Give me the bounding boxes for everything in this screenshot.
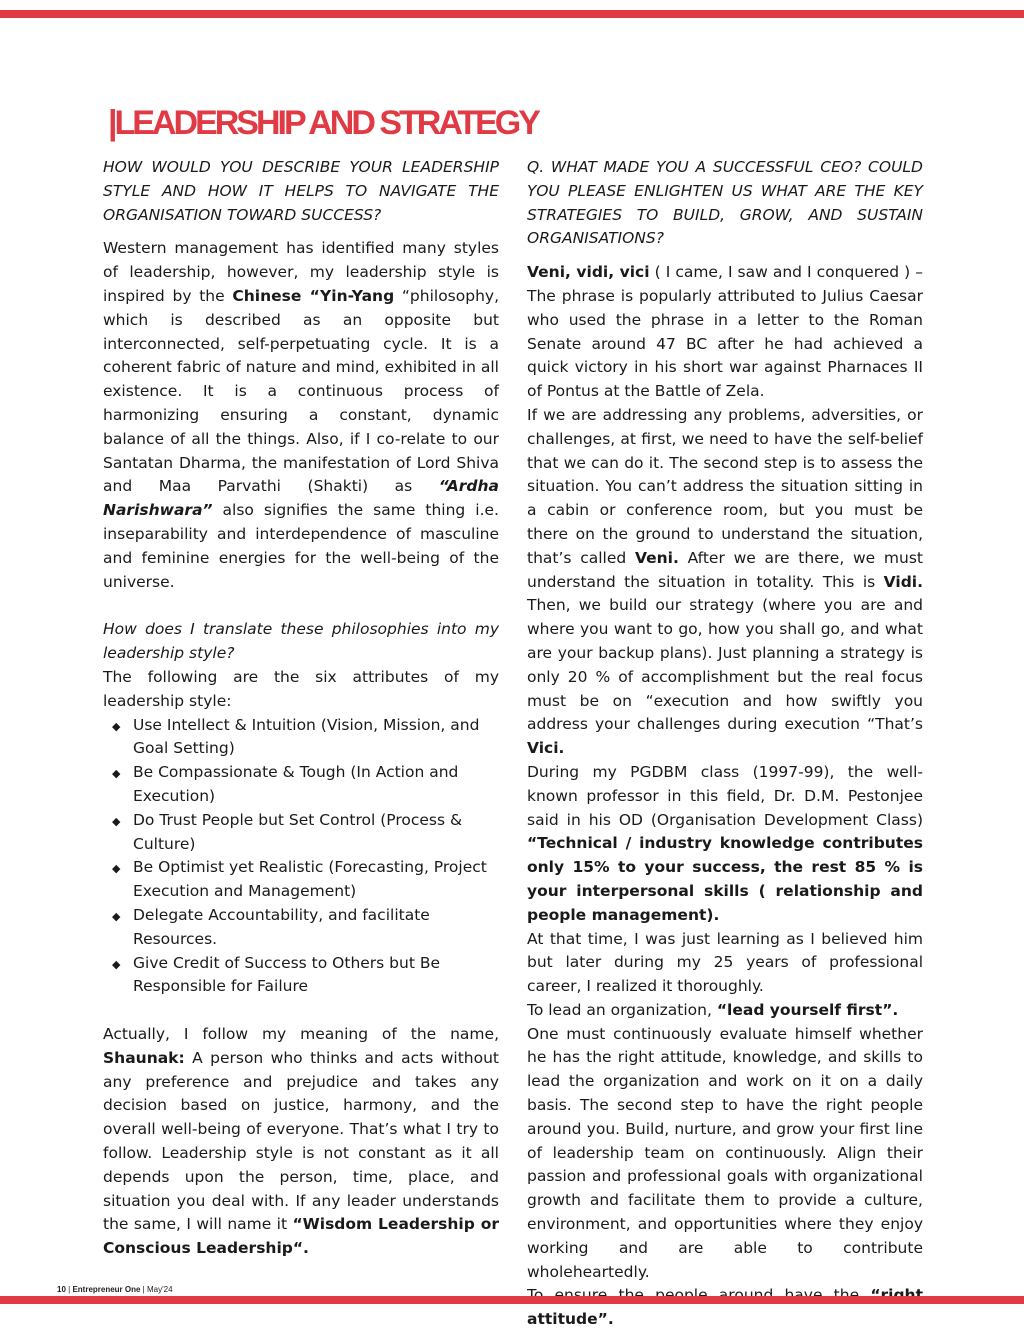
attributes-list (103, 714, 499, 1000)
diamond-bullet-icon: ◆ (112, 909, 121, 923)
diamond-bullet-icon: ◆ (112, 957, 121, 971)
highlight-technical-knowledge: “Technical / industry knowledge contributes only 15% to your success, the rest 85 % is your interpersonal skills ( relationship and people management). (527, 834, 923, 924)
highlight-shaunak: Shaunak: (103, 1048, 185, 1067)
diamond-bullet-icon: ◆ (112, 719, 121, 733)
left-column (103, 156, 499, 1261)
highlight-lead-yourself: “lead yourself first”. (716, 1000, 899, 1019)
paragraph-evaluate: One must continuously evaluate himself whether he has the right attitude, knowledge, and skills to lead the organization and work on it on a daily basis. The second step to have the right people around you. Build, nurture, and grow your first line of leadership team on continuously. Align their passion and professional goals with organizational growth and facilitate them to provide a culture, environment, and opportunities where they enjoy working and are able to contribute wholeheartedly. (527, 1024, 923, 1281)
list-item: ◆ Give Credit of Success to Others but Be Responsible for Failure (112, 953, 441, 996)
diamond-bullet-icon: ◆ (112, 862, 121, 876)
list-item: ◆ Delegate Accountability, and facilitate Resources. (112, 905, 430, 948)
highlight-ardha-narishwara: “Ardha Narishwara” (103, 477, 499, 520)
paragraph-pgdbm: During my PGDBM class (1997-99), the well-known professor in this field, Dr. D.M. Pestonjee said in his OD (Organisation Development Class) “Technical / industry knowledge contributes only 15% to your success, the rest 85 % is your interpersonal skills ( relationship and people management). (527, 762, 923, 924)
top-accent-bar (0, 10, 1024, 18)
bottom-accent-bar (0, 1296, 1024, 1304)
question-leadership-style: HOW WOULD YOU DESCRIBE YOUR LEADERSHIP STYLE AND HOW IT HELPS TO NAVIGATE THE ORGANISATION TOWARD SUCCESS? (103, 158, 499, 224)
list-item: ◆ Use Intellect & Intuition (Vision, Mission, and Goal Setting) (112, 715, 480, 758)
attributes-intro: The following are the six attributes of my leadership style: (103, 667, 499, 710)
highlight-vidi: Vidi. (883, 572, 923, 591)
question-successful-ceo: Q. WHAT MADE YOU A SUCCESSFUL CEO? COULD YOU PLEASE ENLIGHTEN US WHAT ARE THE KEY STRATEGIES TO BUILD, GROW, AND SUSTAIN ORGANISATIONS? (527, 158, 923, 248)
right-column (527, 156, 923, 1332)
issue-date: May'24 (146, 1285, 173, 1294)
diamond-bullet-icon: ◆ (112, 814, 121, 828)
section-title: |LEADERSHIP AND STRATEGY (108, 104, 538, 142)
page-number: 10 (57, 1285, 66, 1294)
paragraph-yin-yang: Western management has identified many styles of leadership, however, my leadership style is inspired by the Chinese “Yin-Yang “philosophy, which is described as an opposite but interconnected, self-perpetuating cycle. It is a coherent fabric of nature and mind, exhibited in all existence. It is a continuous process of harmonizing ensuring a constant, dynamic balance of all the things. Also, if I co-relate to our Santatan Dharma, the manifestation of Lord Shiva and Maa Parvathi (Shakti) as “Ardha Narishwara” also signifies the same thing i.e. inseparability and interdependence of masculine and feminine energies for the well-being of the universe. (103, 239, 499, 591)
highlight-vici: Vici. (527, 739, 565, 758)
paragraph-veni-vidi-vici: Veni, vidi, vici ( I came, I saw and I conquered ) – The phrase is popularly attributed to Julius Caesar who used the phrase in a letter to the Roman Senate around 47 BC after he had achieved a quick victory in his short war against Pharnaces II of Pontus at the Battle of Zela. (527, 263, 923, 401)
paragraph-lead-yourself: To lead an organization, “lead yourself first”. (527, 1000, 899, 1019)
diamond-bullet-icon: ◆ (112, 767, 121, 781)
highlight-veni-vidi-vici: Veni, vidi, vici (527, 263, 650, 282)
list-item: ◆ Be Compassionate & Tough (In Action and Execution) (112, 763, 459, 805)
highlight-yin-yang: Chinese “Yin-Yang (232, 286, 395, 305)
paragraph-realized: At that time, I was just learning as I believed him but later during my 25 years of professional career, I realized it thoroughly. (527, 929, 923, 996)
page-footer: 10 | Entrepreneur One | May'24 (57, 1285, 173, 1294)
paragraph-strategy: If we are addressing any problems, adversities, or challenges, at first, we need to have the self-belief that we can do it. The second step is to assess the situation. You can’t address the situation sitting in a cabin or conference room, but you must be there on the ground to understand the situation, that’s called Veni. After we are there, we must understand the situation in totality. This is Vidi. Then, we build our strategy (where you are and where you want to go, how you shall go, and what are your backup plans). Just planning a strategy is only 20 % of accomplishment but the real focus must be on “execution and how swiftly you address your challenges during execution “That’s Vici. (527, 405, 923, 758)
paragraph-shaunak: Actually, I follow my meaning of the name, Shaunak: A person who thinks and acts without any preference and prejudice and takes any decision based on justice, harmony, and the overall well-being of everyone. That’s what I try to follow. Leadership style is not constant as it all depends upon the person, time, place, and situation you deal with. If any leader understands the same, I will name it “Wisdom Leadership or Conscious Leadership“. (103, 1025, 499, 1258)
list-item: ◆ Be Optimist yet Realistic (Forecasting, Project Execution and Management) (112, 858, 487, 901)
list-item: ◆ Do Trust People but Set Control (Process & Culture) (112, 810, 463, 853)
publication-name: Entrepreneur One (72, 1285, 141, 1294)
highlight-veni: Veni. (634, 548, 679, 567)
highlight-wisdom-leadership: “Wisdom Leadership or Conscious Leadership“. (103, 1215, 499, 1258)
question-philosophies: How does I translate these philosophies into my leadership style? (103, 620, 499, 663)
highlight-right-attitude: attitude”. (527, 1310, 614, 1329)
